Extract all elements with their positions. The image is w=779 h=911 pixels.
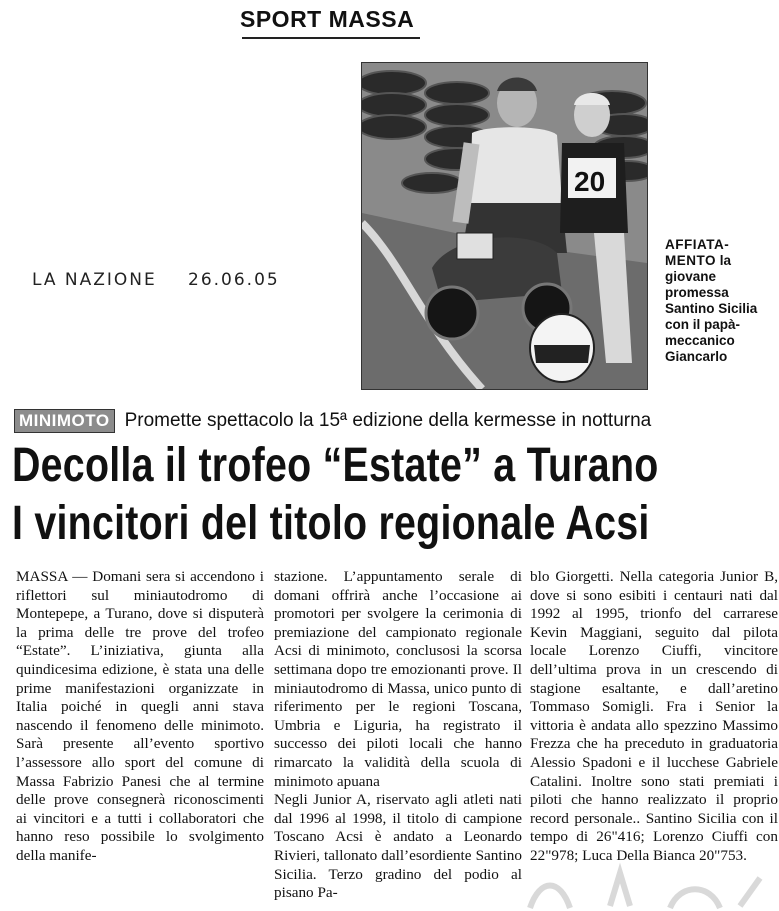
photo-caption — [665, 237, 777, 365]
article-column-1 — [16, 568, 264, 866]
headline-line-1: Decolla il trofeo “Estate” a Turano — [12, 439, 659, 492]
article-column-2 — [274, 568, 522, 903]
bleed-through-decoration — [520, 858, 779, 911]
photo-illustration — [362, 63, 647, 389]
headline-line-2: I vincitori del titolo regionale Acsi — [12, 497, 650, 550]
column-1-text: MASSA — Domani sera si accendono i riflettori sul miniautodromo di Montepepe, a Turano, dove si disputerà la prima delle tre prove del trofeo “Estate”. L’iniziativa, giunta alla quindicesima edizione, è stata una delle prime manifestazioni organizzate in Italia poiché in quegli anni stava nascendo il fenomeno delle minimoto. Sarà presente all’evento sportivo l’assessore allo sport del comune di Massa Fabrizio Panesi che al termine delle prove consegnerà riconoscimenti ai vincitori e a tutti i collaboratori che hanno reso possibile lo svolgimento della manife- — [16, 568, 264, 864]
article-photo — [361, 62, 648, 390]
section-header: SPORT MASSA — [240, 6, 415, 32]
column-3-text: blo Giorgetti. Nella categoria Junior B, dove si sono esibiti i centauri nati dal 1992 al 1995, trionfo del carrarese Kevin Maggiani, seguito dal pilota locale Lorenzo Ciuffi, vincitore dell’ultima prova in un crescendo di stagione esaltante, e dall’aretino Tommaso Somigli. Fra i Senior la vittoria è andata allo spezzino Massimo Frezza che ha preceduto in graduatoria Alessio Spadoni e il lucchese Gabriele Catalini. Inoltre sono stati premiati i piloti che hanno realizzato il proprio record personale.. Santino Sicilia con il tempo di 26"416; Lorenzo Ciuffi con 22"978; Luca Della Bianca 20"753. — [530, 568, 778, 864]
kicker-text: Promette spettacolo la 15ª edizione della kermesse in notturna — [124, 410, 652, 431]
section-rule — [242, 37, 420, 39]
kicker-label: MINIMOTO — [14, 409, 115, 433]
handwritten-publication: LA NAZIONE — [32, 270, 157, 290]
svg-text:20: 20 — [574, 166, 606, 197]
caption-lead: AFFIATA-MENTO — [665, 237, 730, 268]
column-2-text-a: stazione. L’appuntamento serale di domani offrirà anche l’occasione ai promotori per svolgere la cerimonia di premiazione del campionato regionale Acsi di minimoto, conclusosi la scorsa settimana dopo tre emozionanti prove. Il miniautodromo di Massa, unico punto di riferimento per le regioni Toscana, Umbria e Liguria, ha registrato il successo dei piloti locali che hanno rimarcato la validità della scuola di minimoto apuana — [274, 568, 522, 790]
article-column-3 — [530, 568, 778, 866]
column-2-text-b: Negli Junior A, riservato agli atleti nati dal 1996 al 1998, il titolo di campione Toscano Acsi è andato a Leonardo Rivieri, tallonato dall’esordiente Santino Sicilia. Terzo gradino del podio al pisano Pa- — [274, 791, 522, 902]
kicker-row — [14, 408, 774, 434]
caption-text: la giovane promessa Santino Sicilia con il papà-meccanico Giancarlo — [665, 253, 758, 364]
handwritten-date: 26.06.05 — [188, 270, 280, 290]
